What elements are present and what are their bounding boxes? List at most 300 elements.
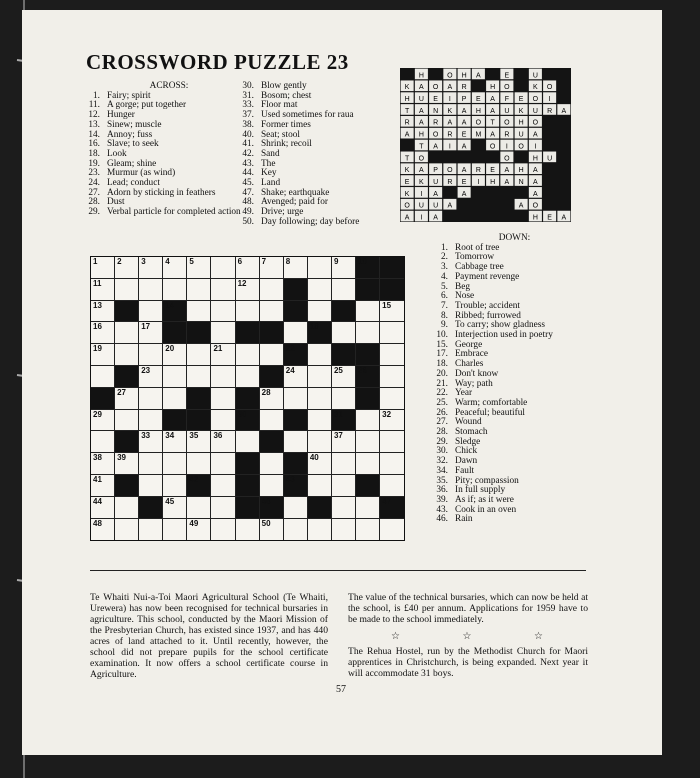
grid-cell[interactable] xyxy=(260,475,284,497)
solution-letter: O xyxy=(504,84,510,92)
clue-number-label: 35 xyxy=(189,431,199,441)
clue-text: Wound xyxy=(455,417,482,428)
grid-cell[interactable] xyxy=(91,279,115,301)
grid-cell[interactable] xyxy=(163,497,187,519)
grid-cell[interactable] xyxy=(236,301,260,323)
grid-cell[interactable] xyxy=(139,366,163,388)
clue-number: 28. xyxy=(436,427,448,438)
grid-cell[interactable] xyxy=(380,344,404,366)
grid-cell[interactable] xyxy=(139,279,163,301)
clue-item xyxy=(422,447,607,457)
grid-cell[interactable] xyxy=(211,279,235,301)
clue-text: Peaceful; beautiful xyxy=(455,407,525,418)
solution-letter: O xyxy=(447,72,453,80)
grid-block xyxy=(260,431,284,453)
grid-cell[interactable] xyxy=(139,475,163,497)
solution-letter: I xyxy=(477,178,480,186)
grid-cell[interactable] xyxy=(187,279,211,301)
grid-cell[interactable] xyxy=(91,497,115,519)
grid-cell[interactable] xyxy=(163,366,187,388)
separator-stars: ☆ ☆ ☆ xyxy=(391,631,573,642)
grid-cell[interactable] xyxy=(211,431,235,453)
grid-cell[interactable] xyxy=(115,453,139,475)
clue-item xyxy=(422,380,607,390)
clue-text: Year xyxy=(455,388,473,399)
clue-number: 10. xyxy=(436,330,448,341)
clue-text: Root of tree xyxy=(455,242,500,253)
solution-letter: O xyxy=(432,131,439,139)
grid-cell[interactable] xyxy=(356,519,380,541)
solution-letter: T xyxy=(404,155,410,163)
grid-cell[interactable] xyxy=(284,366,308,388)
grid-cell[interactable] xyxy=(211,410,235,432)
clue-number: 2. xyxy=(441,252,448,263)
clue-number: 14. xyxy=(88,129,100,140)
clue-number: 34. xyxy=(436,465,448,476)
grid-cell[interactable] xyxy=(211,366,235,388)
grid-cell[interactable] xyxy=(356,497,380,519)
clue-number-label: 12 xyxy=(237,278,247,288)
grid-cell[interactable] xyxy=(332,388,356,410)
solution-letter: I xyxy=(505,143,508,151)
solution-letter: A xyxy=(504,167,510,175)
solution-letter: U xyxy=(532,72,538,80)
solution-letter: A xyxy=(447,84,453,92)
grid-cell[interactable] xyxy=(332,431,356,453)
grid-cell[interactable] xyxy=(236,279,260,301)
solution-letter: I xyxy=(420,190,423,198)
grid-cell[interactable] xyxy=(332,519,356,541)
clue-number-label: 4 xyxy=(165,257,170,266)
solution-letter: A xyxy=(533,131,538,139)
grid-cell[interactable] xyxy=(308,475,332,497)
grid-cell[interactable] xyxy=(139,431,163,453)
clue-number: 4. xyxy=(441,271,448,282)
down-heading: DOWN: xyxy=(498,233,531,243)
solution-letter: E xyxy=(547,214,552,222)
grid-block xyxy=(380,497,404,519)
grid-block xyxy=(187,388,211,410)
grid-cell[interactable] xyxy=(356,453,380,475)
grid-block xyxy=(284,475,308,497)
grid-cell[interactable] xyxy=(284,431,308,453)
grid-cell[interactable] xyxy=(308,519,332,541)
clue-number: 21. xyxy=(436,378,448,389)
grid-cell[interactable] xyxy=(163,475,187,497)
clue-number: 13. xyxy=(88,119,100,130)
solution-letter: A xyxy=(490,96,495,104)
grid-cell[interactable] xyxy=(187,366,211,388)
grid-cell[interactable] xyxy=(163,344,187,366)
grid-cell[interactable] xyxy=(115,344,139,366)
article-right-column xyxy=(348,592,588,679)
grid-cell[interactable] xyxy=(211,301,235,323)
clue-item xyxy=(422,506,607,516)
solution-letter: E xyxy=(476,96,481,104)
clue-text: Charles xyxy=(455,359,484,370)
grid-cell[interactable] xyxy=(284,497,308,519)
solution-letter: F xyxy=(504,96,510,104)
clue-item xyxy=(422,515,607,525)
solution-letter: A xyxy=(419,119,424,127)
clue-text: Sinew; muscle xyxy=(107,119,162,130)
clue-number: 35. xyxy=(436,475,448,486)
clue-text: Pity; compassion xyxy=(455,475,519,486)
grid-cell[interactable] xyxy=(115,519,139,541)
grid-cell[interactable] xyxy=(139,453,163,475)
clue-number: 43. xyxy=(242,158,254,169)
clue-text: Annoy; fuss xyxy=(107,129,153,140)
solution-letter: K xyxy=(404,84,410,92)
grid-cell[interactable] xyxy=(332,279,356,301)
clue-number: 29. xyxy=(436,436,448,447)
grid-cell[interactable] xyxy=(332,257,356,279)
grid-cell[interactable] xyxy=(163,431,187,453)
grid-cell[interactable] xyxy=(380,519,404,541)
clue-text: George xyxy=(455,339,483,350)
grid-cell[interactable] xyxy=(308,388,332,410)
clue-number: 29. xyxy=(88,207,100,218)
clue-number-label: 30 xyxy=(237,409,247,419)
grid-cell[interactable] xyxy=(211,344,235,366)
grid-block xyxy=(187,410,211,432)
solution-letter: E xyxy=(461,178,467,186)
clue-number: 1. xyxy=(441,242,448,253)
grid-cell[interactable] xyxy=(308,453,332,475)
grid-cell[interactable] xyxy=(139,410,163,432)
solution-letter: A xyxy=(461,190,467,198)
clue-number-label: 1 xyxy=(93,257,98,266)
grid-cell[interactable] xyxy=(236,257,260,279)
clue-text: Rain xyxy=(455,514,473,525)
solution-letter: A xyxy=(433,143,438,151)
clue-number: 47. xyxy=(242,187,254,198)
solution-letter: I xyxy=(448,143,451,151)
clue-number-label: 33 xyxy=(141,431,151,441)
clue-text: Shrink; recoil xyxy=(261,139,312,150)
clue-number-label: 11 xyxy=(93,278,102,288)
grid-cell[interactable] xyxy=(380,410,404,432)
grid-cell[interactable] xyxy=(187,519,211,541)
grid-cell[interactable] xyxy=(115,388,139,410)
clue-number: 11. xyxy=(88,100,100,111)
grid-cell[interactable] xyxy=(211,322,235,344)
grid-cell[interactable] xyxy=(260,257,284,279)
grid-block xyxy=(91,388,115,410)
grid-cell[interactable] xyxy=(187,257,211,279)
clue-number-label: 44 xyxy=(93,496,102,506)
grid-cell[interactable] xyxy=(211,497,235,519)
clue-number: 16. xyxy=(88,139,100,150)
grid-cell[interactable] xyxy=(284,388,308,410)
grid-block xyxy=(187,475,211,497)
grid-cell[interactable] xyxy=(356,410,380,432)
grid-cell[interactable] xyxy=(211,519,235,541)
clue-number: 6. xyxy=(441,291,448,302)
grid-block xyxy=(380,279,404,301)
grid-cell[interactable] xyxy=(260,388,284,410)
clue-number: 40. xyxy=(242,129,254,140)
grid-block xyxy=(332,410,356,432)
solution-letter: A xyxy=(504,178,510,186)
clue-number-label: 8 xyxy=(285,257,291,266)
grid-cell[interactable] xyxy=(115,279,139,301)
clue-number: 27. xyxy=(436,417,448,428)
clue-number-label: 28 xyxy=(261,387,271,397)
grid-cell[interactable] xyxy=(187,301,211,323)
grid-cell[interactable] xyxy=(187,431,211,453)
grid-cell[interactable] xyxy=(91,257,115,279)
grid-block xyxy=(356,344,380,366)
clue-text: A gorge; put together xyxy=(107,100,187,111)
solution-letter: T xyxy=(490,119,495,127)
grid-cell[interactable] xyxy=(236,366,260,388)
solution-letter: I xyxy=(448,96,451,104)
grid-cell[interactable] xyxy=(284,322,308,344)
grid-cell[interactable] xyxy=(236,431,260,453)
grid-block xyxy=(356,257,380,279)
solution-letter: H xyxy=(532,155,538,163)
grid-block xyxy=(308,497,332,519)
grid-cell[interactable] xyxy=(380,301,404,323)
grid-cell[interactable] xyxy=(115,497,139,519)
solution-letter: U xyxy=(518,131,524,139)
grid-cell[interactable] xyxy=(91,431,115,453)
grid-cell[interactable] xyxy=(91,301,115,323)
grid-block xyxy=(236,497,260,519)
crossword-grid[interactable] xyxy=(90,256,405,541)
grid-cell[interactable] xyxy=(139,344,163,366)
grid-cell[interactable] xyxy=(380,388,404,410)
clue-text: Hunger xyxy=(107,110,135,121)
clue-item xyxy=(422,486,607,496)
grid-cell[interactable] xyxy=(163,257,187,279)
clue-number: 36. xyxy=(436,485,448,496)
grid-cell[interactable] xyxy=(332,453,356,475)
clue-text: Stomach xyxy=(455,427,488,438)
solution-letter: A xyxy=(476,72,481,80)
solution-letter: H xyxy=(418,131,424,139)
solution-letter: A xyxy=(461,119,467,127)
solution-letter: K xyxy=(404,167,410,175)
clue-number: 12. xyxy=(88,110,100,121)
grid-cell[interactable] xyxy=(139,257,163,279)
grid-cell[interactable] xyxy=(308,431,332,453)
clue-item xyxy=(422,477,607,487)
grid-cell[interactable] xyxy=(380,453,404,475)
grid-cell[interactable] xyxy=(211,475,235,497)
grid-cell[interactable] xyxy=(187,497,211,519)
clue-number-label: 19 xyxy=(93,344,102,354)
clue-number-label: 9 xyxy=(333,257,339,266)
clue-number: 23. xyxy=(88,168,100,179)
clue-text: Chick xyxy=(455,446,478,457)
clue-number: 20. xyxy=(436,368,448,379)
clue-number-label: 29 xyxy=(93,409,102,419)
clue-number-label: 38 xyxy=(93,453,102,463)
grid-block xyxy=(284,344,308,366)
clue-number: 44. xyxy=(242,168,254,179)
grid-block xyxy=(115,475,139,497)
solution-letter: K xyxy=(518,107,524,115)
solution-letter: M xyxy=(475,131,482,139)
grid-block xyxy=(139,497,163,519)
clue-text: As if; as it were xyxy=(455,494,514,505)
grid-cell[interactable] xyxy=(284,257,308,279)
clue-number-label: 23 xyxy=(141,365,151,375)
clue-number-label: 15 xyxy=(382,300,392,310)
grid-cell[interactable] xyxy=(91,410,115,432)
solution-letter: O xyxy=(518,143,524,151)
solution-letter: A xyxy=(433,214,438,222)
grid-cell[interactable] xyxy=(163,519,187,541)
grid-cell[interactable] xyxy=(211,257,235,279)
solution-letter: A xyxy=(419,107,424,115)
solution-letter: T xyxy=(419,143,424,151)
grid-cell[interactable] xyxy=(91,453,115,475)
clue-number-label: 47 xyxy=(382,496,392,506)
clue-text: Day following; day before xyxy=(261,216,360,227)
grid-cell[interactable] xyxy=(380,322,404,344)
solution-letter: A xyxy=(490,107,495,115)
grid-block xyxy=(260,366,284,388)
grid-cell[interactable] xyxy=(236,519,260,541)
grid-cell[interactable] xyxy=(380,475,404,497)
grid-cell[interactable] xyxy=(236,344,260,366)
solution-letter: O xyxy=(489,143,496,151)
solution-letter: U xyxy=(418,202,424,210)
clue-item xyxy=(422,360,607,370)
clue-number-label: 17 xyxy=(141,322,151,332)
grid-cell[interactable] xyxy=(308,257,332,279)
clue-text: Adorn by sticking in feathers xyxy=(107,187,216,198)
grid-cell[interactable] xyxy=(211,453,235,475)
solution-letter: A xyxy=(447,202,453,210)
grid-cell[interactable] xyxy=(380,431,404,453)
grid-cell[interactable] xyxy=(356,431,380,453)
clue-number: 37. xyxy=(242,110,254,121)
clue-number-label: 42 xyxy=(189,474,199,484)
grid-block xyxy=(284,279,308,301)
grid-cell[interactable] xyxy=(356,301,380,323)
solution-letter: R xyxy=(461,84,467,92)
clue-number-label: 34 xyxy=(165,431,175,441)
solution-letter: H xyxy=(418,72,424,80)
solution-letter: O xyxy=(532,119,539,127)
grid-cell[interactable] xyxy=(332,475,356,497)
grid-cell[interactable] xyxy=(260,410,284,432)
solution-letter: K xyxy=(419,178,424,186)
grid-cell[interactable] xyxy=(187,344,211,366)
clue-number-label: 41 xyxy=(93,474,102,484)
grid-cell[interactable] xyxy=(211,388,235,410)
grid-cell[interactable] xyxy=(91,344,115,366)
grid-cell[interactable] xyxy=(163,453,187,475)
solution-letter: O xyxy=(404,202,410,210)
grid-cell[interactable] xyxy=(284,519,308,541)
solution-letter: N xyxy=(518,178,524,186)
down-clues xyxy=(422,234,607,525)
clue-number: 43. xyxy=(436,504,448,515)
grid-cell[interactable] xyxy=(115,257,139,279)
grid-cell[interactable] xyxy=(308,279,332,301)
grid-cell[interactable] xyxy=(260,279,284,301)
grid-cell[interactable] xyxy=(332,366,356,388)
grid-cell[interactable] xyxy=(91,519,115,541)
grid-block xyxy=(260,497,284,519)
grid-cell[interactable] xyxy=(308,410,332,432)
solution-letter: A xyxy=(404,214,410,222)
clue-number: 45. xyxy=(242,178,254,189)
clue-item xyxy=(422,244,607,254)
grid-cell[interactable] xyxy=(115,322,139,344)
grid-cell[interactable] xyxy=(380,366,404,388)
grid-cell[interactable] xyxy=(163,388,187,410)
grid-cell[interactable] xyxy=(260,453,284,475)
clue-number-label: 16 xyxy=(93,322,102,332)
article-hostel-paragraph: The Rehua Hostel, run by the Methodist Church for Maori apprentices in Christchurch, is being expanded. Next year it will accommodate 31 boys. xyxy=(348,646,588,679)
grid-cell[interactable] xyxy=(187,453,211,475)
grid-cell[interactable] xyxy=(260,301,284,323)
grid-cell[interactable] xyxy=(308,301,332,323)
article-bursary-paragraph: The value of the technical bursaries, which can now be held at the school, is £40 per annum. Applications for 1959 have to be made to the school immediately. xyxy=(348,592,588,625)
grid-cell[interactable] xyxy=(332,322,356,344)
grid-block xyxy=(332,301,356,323)
grid-block xyxy=(356,279,380,301)
solution-letter: U xyxy=(433,202,439,210)
clue-text: Avenged; paid for xyxy=(261,197,328,208)
grid-cell[interactable] xyxy=(139,519,163,541)
solution-letter: E xyxy=(504,72,510,80)
clue-number: 38. xyxy=(242,119,254,130)
clue-number-label: 37 xyxy=(333,431,343,441)
grid-cell[interactable] xyxy=(332,497,356,519)
grid-block xyxy=(284,410,308,432)
clue-number: 3. xyxy=(441,262,448,273)
grid-cell[interactable] xyxy=(139,322,163,344)
grid-cell[interactable] xyxy=(139,301,163,323)
clue-number: 30. xyxy=(436,446,448,457)
clue-text: Don't know xyxy=(455,368,499,379)
grid-cell[interactable] xyxy=(260,344,284,366)
solution-letter: E xyxy=(433,96,438,104)
solution-letter: O xyxy=(432,84,439,92)
grid-cell[interactable] xyxy=(91,475,115,497)
grid-cell[interactable] xyxy=(91,322,115,344)
solution-letter: P xyxy=(433,167,438,175)
clue-text: Embrace xyxy=(455,349,489,360)
clue-number: 19. xyxy=(88,158,100,169)
grid-cell[interactable] xyxy=(139,388,163,410)
solution-letter: A xyxy=(518,202,524,210)
grid-cell[interactable] xyxy=(308,344,332,366)
grid-cell[interactable] xyxy=(356,322,380,344)
grid-cell[interactable] xyxy=(308,366,332,388)
solution-letter: A xyxy=(533,190,538,198)
solution-letter: A xyxy=(490,131,495,139)
solution-letter: A xyxy=(533,167,538,175)
clue-number-label: 2 xyxy=(117,257,122,266)
grid-cell[interactable] xyxy=(163,279,187,301)
clue-number: 46. xyxy=(436,514,448,525)
grid-cell[interactable] xyxy=(260,519,284,541)
grid-cell[interactable] xyxy=(115,410,139,432)
clue-text: Dawn xyxy=(455,456,478,467)
clue-text: In full supply xyxy=(455,485,506,496)
grid-cell[interactable] xyxy=(91,366,115,388)
solution-letter: H xyxy=(490,84,496,92)
solution-letter: U xyxy=(547,155,553,163)
